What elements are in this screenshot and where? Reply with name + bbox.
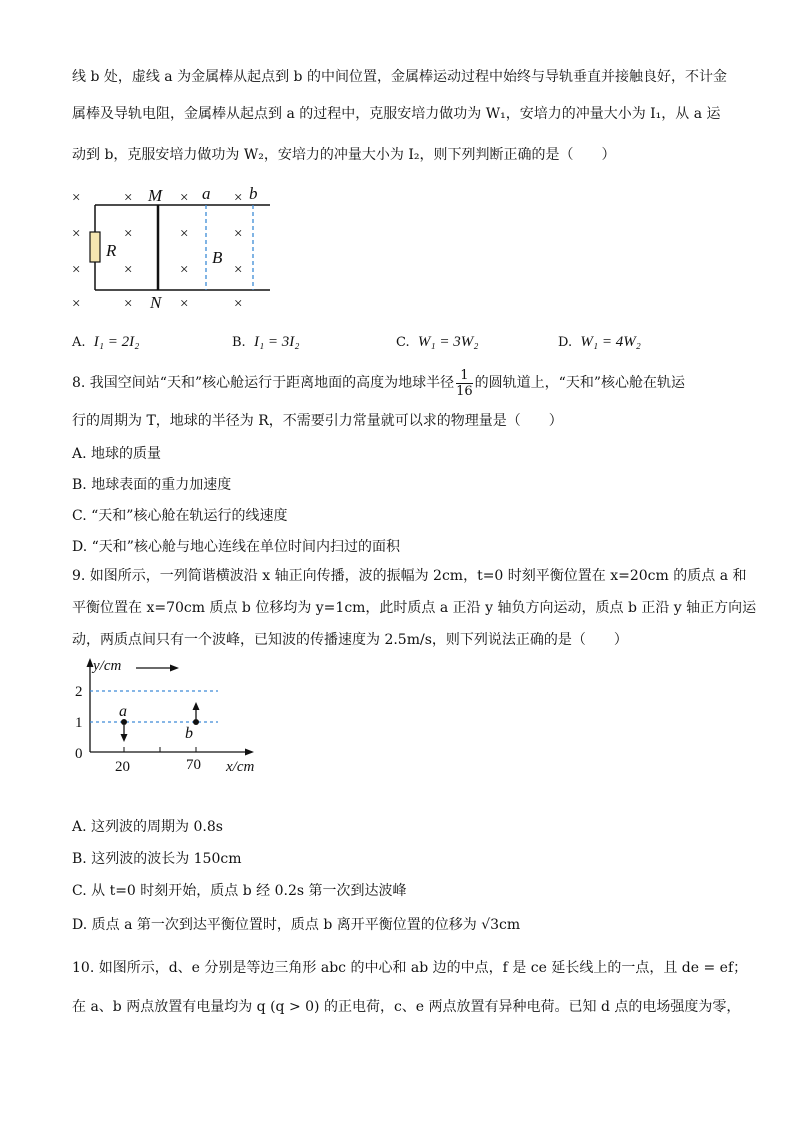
q8-option-c: C. “天和”核心舱在轨运行的线速度: [72, 508, 288, 524]
field-cross: ×: [72, 190, 81, 206]
point-a-arrow-down: [121, 734, 128, 742]
field-cross: ×: [234, 296, 243, 312]
q8-option-a: A. 地球的质量: [72, 446, 162, 462]
point-b: [193, 719, 199, 725]
q9-wave-figure: [68, 652, 278, 777]
q9-option-a: A. 这列波的周期为 0.8s: [72, 819, 223, 835]
q7-option-d: D. W₁ = 4W₂: [558, 334, 641, 350]
q7-text-line1: 线 b 处，虚线 a 为金属棒从起点到 b 的中间位置，金属棒运动过程中始终与导轨垂直并接触良好，不计金: [72, 69, 727, 85]
label-N: N: [150, 293, 162, 312]
q7-option-b: B. I₁ = 3I₂: [232, 334, 300, 350]
q10-text-line2: 在 a、b 两点放置有电量均为 q (q > 0) 的正电荷，c、e 两点放置有异种电荷。已知 d 点的电场强度为零，: [72, 999, 741, 1015]
x-axis-arrow: [245, 749, 254, 756]
q9-option-d: D. 质点 a 第一次到达平衡位置时，质点 b 离开平衡位置的位移为 √3cm: [72, 917, 521, 933]
y-tick-1: 1: [75, 715, 83, 731]
field-cross: ×: [234, 262, 243, 278]
q7-text-line3: 动到 b，克服安培力做功为 W₂，安培力的冲量大小为 I₂，则下列判断正确的是（ ）: [72, 147, 616, 163]
q9-option-c: C. 从 t=0 时刻开始，质点 b 经 0.2s 第一次到达波峰: [72, 883, 407, 899]
field-cross: ×: [234, 190, 243, 206]
q8-option-b: B. 地球表面的重力加速度: [72, 477, 232, 493]
field-cross: ×: [72, 262, 81, 278]
q7-option-c: C. W₁ = 3W₂: [396, 334, 479, 350]
propagation-arrowhead: [170, 665, 179, 672]
field-cross: ×: [180, 226, 189, 242]
y-tick-2: 2: [75, 684, 83, 700]
field-cross: ×: [180, 296, 189, 312]
field-cross: ×: [72, 226, 81, 242]
field-cross: ×: [124, 262, 133, 278]
label-B: B: [212, 248, 223, 267]
q7-rail-figure: [66, 182, 286, 314]
point-a-label: a: [119, 703, 127, 720]
q7-option-a: A. I₁ = 2I₂: [72, 334, 140, 350]
q10-text-line1: 10. 如图所示，d、e 分别是等边三角形 abc 的中心和 ab 边的中点，f 是 ce 延长线上的一点，且 de = ef；: [72, 960, 748, 976]
label-R: R: [106, 241, 117, 260]
label-a: a: [202, 184, 211, 203]
resistor-symbol: [90, 232, 100, 262]
q9-text-line1: 9. 如图所示，一列简谐横波沿 x 轴正向传播，波的振幅为 2cm，t=0 时刻平衡位置在 x=20cm 的质点 a 和: [72, 568, 747, 584]
point-b-label: b: [185, 725, 193, 742]
field-cross: ×: [124, 190, 133, 206]
x-tick-20: 20: [115, 759, 130, 775]
field-cross: ×: [124, 296, 133, 312]
q9-option-b: B. 这列波的波长为 150cm: [72, 851, 242, 867]
q9-text-line2: 平衡位置在 x=70cm 质点 b 位移均为 y=1cm，此时质点 a 正沿 y 轴负方向运动，质点 b 正沿 y 轴正方向运: [72, 600, 757, 616]
field-cross: ×: [180, 262, 189, 278]
y-tick-0: 0: [75, 746, 83, 762]
field-cross: ×: [180, 190, 189, 206]
x-axis-label: x/cm: [226, 759, 255, 775]
q7-text-line2: 属棒及导轨电阻，金属棒从起点到 a 的过程中，克服安培力做功为 W₁，安培力的冲量大小为 I₁，从 a 运: [72, 106, 721, 122]
q8-text-line2: 行的周期为 T，地球的半径为 R，不需要引力常量就可以求的物理量是（ ）: [72, 413, 563, 429]
point-b-arrow-up: [193, 702, 200, 710]
q8-text-line1: 8. 我国空间站“天和”核心舱运行于距离地面的高度为地球半径 $\frac{1}{16}$ 的圆轨道上，“天和”核心舱在轨运: [72, 367, 685, 399]
fraction-one-sixteenth: $\frac{1}{16}$: [456, 367, 473, 399]
field-cross: ×: [234, 226, 243, 242]
label-M: M: [148, 186, 163, 205]
q8-option-d: D. “天和”核心舱与地心连线在单位时间内扫过的面积: [72, 539, 400, 555]
field-cross: ×: [124, 226, 133, 242]
x-tick-70: 70: [186, 757, 201, 773]
q9-text-line3: 动，两质点间只有一个波峰，已知波的传播速度为 2.5m/s，则下列说法正确的是（ ）: [72, 632, 628, 648]
label-b: b: [249, 184, 258, 203]
field-cross: ×: [72, 296, 81, 312]
y-axis-label: y/cm: [93, 658, 122, 674]
